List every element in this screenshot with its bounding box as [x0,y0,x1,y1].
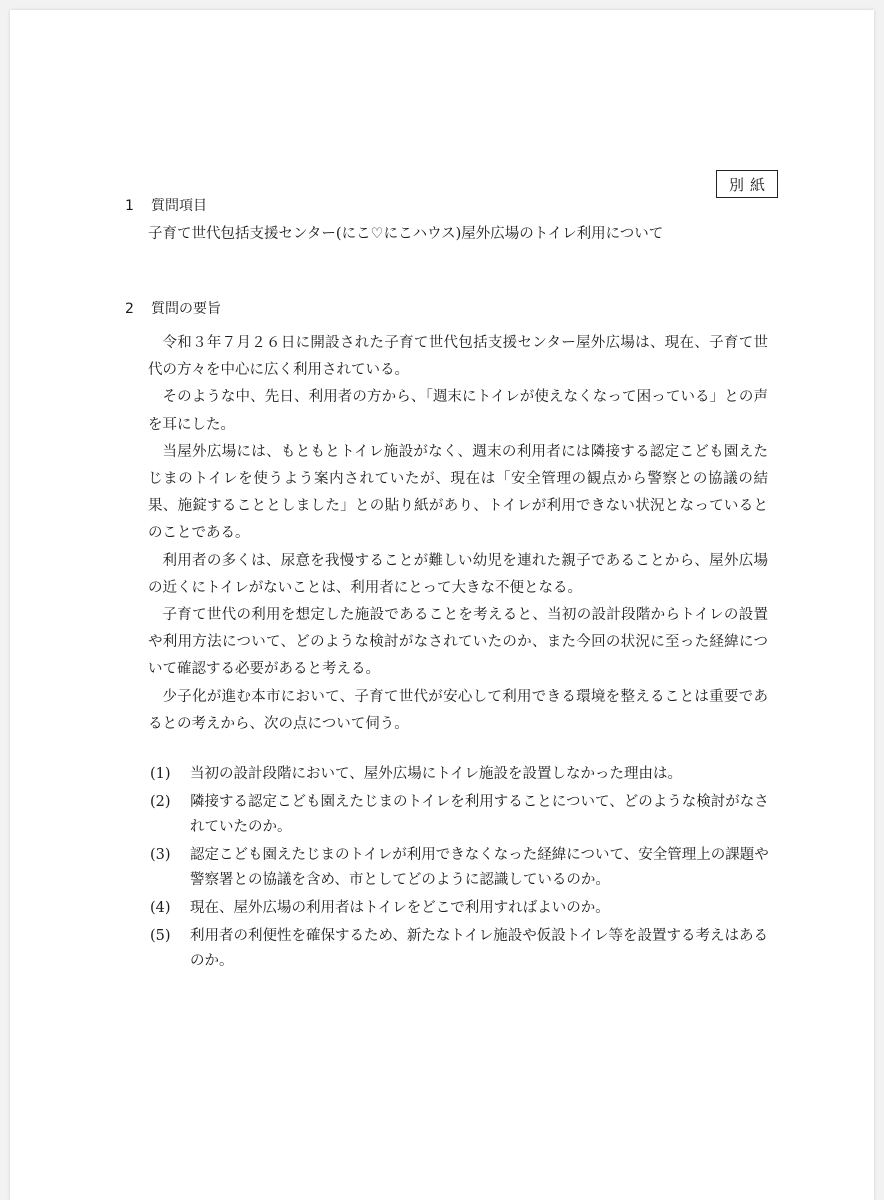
question-topic: 子育て世代包括支援センター(にこ♡にこハウス)屋外広場のトイレ利用について [148,226,664,242]
summary-paragraph: 令和３年７月２６日に開設された子育て世代包括支援センター屋外広場は、現在、子育て世代の方々を中心に広く利用されている。 [148,335,768,379]
section-2-number: 2 [125,301,134,317]
section-1-heading [125,196,207,216]
question-number: (5) [150,928,171,944]
question-item [150,843,770,893]
question-item [150,762,770,787]
question-text: 現在、屋外広場の利用者はトイレをどこで利用すればよいのか。 [190,900,610,916]
question-number: (3) [150,847,171,863]
question-summary-body [148,330,768,738]
section-2-title: 質問の要旨 [151,301,221,317]
attachment-tag: 別紙 [716,170,778,198]
section-2-heading [125,299,221,319]
question-text: 隣接する認定こども園えたじまのトイレを利用することについて、どのような検討がなされていたのか。 [190,794,769,835]
question-text: 当初の設計段階において、屋外広場にトイレ施設を設置しなかった理由は。 [190,766,682,782]
question-list [150,762,770,977]
summary-paragraph: 少子化が進む本市において、子育て世代が安心して利用できる環境を整えることは重要であるとの考えから、次の点について伺う。 [148,688,768,732]
summary-paragraph: 当屋外広場には、もともとトイレ施設がなく、週末の利用者には隣接する認定こども園えたじまのトイレを使うよう案内されていたが、現在は「安全管理の観点から警察との協議の結果、施錠することとしました」との貼り紙があり、トイレが利用できない状況となっているとのことである。 [148,443,768,542]
document-page [10,10,874,1200]
summary-paragraph: そのような中、先日、利用者の方から、「週末にトイレが使えなくなって困っている」との声を耳にした。 [148,389,768,433]
question-number: (4) [150,900,171,916]
summary-paragraph: 利用者の多くは、尿意を我慢することが難しい幼児を連れた親子であることから、屋外広場の近くにトイレがないことは、利用者にとって大きな不便となる。 [148,552,768,596]
summary-paragraph: 子育て世代の利用を想定した施設であることを考えると、当初の設計段階からトイレの設置や利用方法について、どのような検討がなされていたのか、また今回の状況に至った経緯について確認する必要があると考える。 [148,607,768,678]
question-number: (2) [150,794,171,810]
question-text: 利用者の利便性を確保するため、新たなトイレ施設や仮設トイレ等を設置する考えはあるのか。 [190,928,768,969]
question-item [150,924,770,974]
section-1-title: 質問項目 [151,198,207,214]
question-item [150,896,770,921]
question-text: 認定こども園えたじまのトイレが利用できなくなった経緯について、安全管理上の課題や警察署との協議を含め、市としてどのように認識しているのか。 [190,847,769,888]
section-1-number: 1 [125,198,134,214]
question-number: (1) [150,766,171,782]
question-item [150,790,770,840]
